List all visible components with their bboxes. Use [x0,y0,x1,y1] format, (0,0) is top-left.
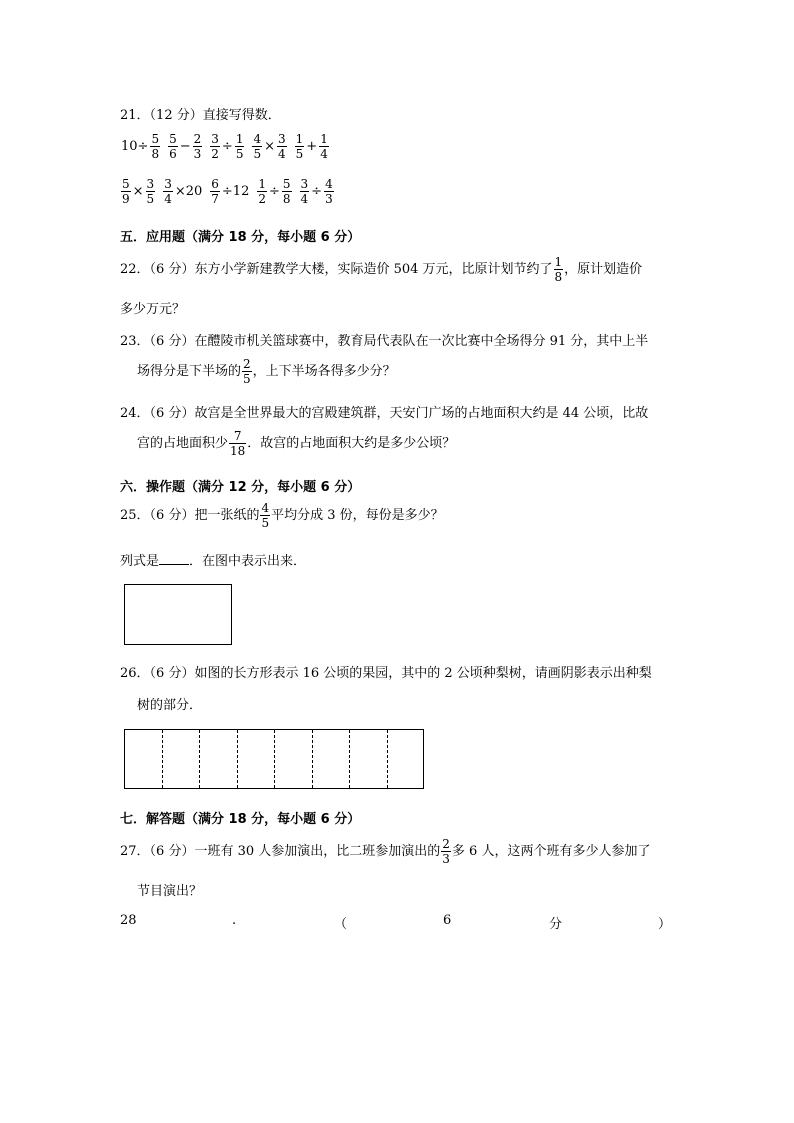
q22-line-1 [120,256,642,283]
fraction: $\frac{3}{5}$ [146,177,155,206]
q22-text-a: 22．（6 分）东方小学新建教学大楼，实际造价 504 万元，比原计划节约了 [120,262,553,277]
section-heading-7: 七．解答题（满分 18 分，每小题 6 分） [120,812,361,827]
operator: × [132,184,144,199]
q25-text-c2: ．在图中表示出来． [189,554,307,569]
operator: ÷ [221,139,233,154]
operator: ÷ [268,184,280,199]
fraction: $\frac{1}{5}$ [295,132,304,161]
q25-line-2 [120,550,306,569]
section-heading-6: 六．操作题（满分 12 分，每小题 6 分） [120,480,361,495]
q24-line-2 [137,430,455,457]
fraction: $\frac{5}{9}$ [122,177,130,206]
fraction: $\frac{3}{4}$ [300,177,309,206]
q23-text-c: ，上下半场各得多少分？ [252,364,396,379]
fraction: $\frac{6}{7}$ [211,177,219,206]
q24-text-c: ．故宫的占地面积大约是多少公顷？ [247,436,456,451]
q23-text-b: 场得分是下半场的 [137,364,242,379]
q21-row2-expr-3 [209,177,250,206]
q21-row2-expr-5 [299,177,335,206]
orchard-divider [349,730,350,788]
q25-text-b: 平均分成 3 份，每份是多少？ [271,508,444,523]
q24-text-b: 宫的占地面积少 [137,436,229,451]
q25-answer-blank[interactable] [159,552,189,565]
q27-line-2: 节目演出？ [137,884,203,899]
q21-row-1 [120,133,336,160]
q23-fraction: $\frac{2}{5}$ [243,357,251,386]
q21-row1-expr-5 [294,132,330,161]
q25-paper-rectangle[interactable] [124,584,232,645]
q26-line-2: 树的部分． [137,698,203,713]
q27-line-1 [120,838,650,865]
q26-line-1: 26．（6 分）如图的长方形表示 16 公顷的果园，其中的 2 公顷种梨树，请画阴影表示出种梨 [120,666,652,681]
fraction: $\frac{1}{2}$ [258,177,266,206]
orchard-divider [387,730,388,788]
q21-row1-expr-3 [209,132,245,161]
fraction: $\frac{5}{8}$ [282,177,291,206]
q22-text-b: ，原计划造价 [564,262,643,277]
orchard-divider [274,730,275,788]
q25-line-1 [120,502,444,529]
fraction: $\frac{3}{2}$ [211,132,219,161]
q21-row2-expr-4 [256,177,292,206]
q26-orchard-rectangle[interactable] [124,729,424,789]
q28-dot: . [232,913,237,928]
q23-line-1: 23．（6 分）在醴陵市机关篮球赛中，教育局代表队在一次比赛中全场得分 91 分，其中上半 [120,334,649,349]
orchard-divider [162,730,163,788]
q21-heading: 21．（12 分）直接写得数． [120,108,281,123]
operator: − [179,139,191,154]
fraction: $\frac{4}{3}$ [325,177,333,206]
prefix-text: 10÷ [121,139,149,154]
q28-unit: 分 [549,917,563,932]
q21-row1-expr-1 [120,132,161,161]
fraction: $\frac{3}{4}$ [278,132,286,161]
orchard-divider [199,730,200,788]
q21-row1-expr-2 [167,132,203,161]
q21-row1-expr-4 [251,132,287,161]
q27-text-b: 多 6 人，这两个班有多少人参加了 [451,844,651,859]
section-heading-5: 五．应用题（满分 18 分，每小题 6 分） [120,230,361,245]
q24-fraction: $\frac{7}{18}$ [230,429,246,458]
operator: ÷ [311,184,323,199]
q21-row-2 [120,178,341,205]
orchard-divider [312,730,313,788]
q25-text-a: 25．（6 分）把一张纸的 [120,508,260,523]
operator: + [306,139,318,154]
suffix-text: ×20 [174,184,203,199]
fraction: $\frac{3}{4}$ [164,177,172,206]
q28-right-paren: ） [658,917,672,932]
q25-text-c1: 列式是 [120,554,160,569]
q28-number: 28 [120,913,137,928]
fraction: $\frac{1}{4}$ [320,132,328,161]
orchard-divider [237,730,238,788]
q27-text-a: 27．（6 分）一班有 30 人参加演出，比二班参加演出的 [120,844,441,859]
q22-fraction: $\frac{1}{8}$ [554,255,563,284]
fraction: $\frac{5}{6}$ [169,132,177,161]
q21-row2-expr-1 [120,177,156,206]
q28-left-paren: （ [334,917,348,932]
fraction: $\frac{2}{3}$ [193,132,202,161]
suffix-text: ÷12 [221,184,250,199]
fraction: $\frac{5}{8}$ [151,132,160,161]
q27-fraction: $\frac{2}{3}$ [442,837,450,866]
q22-line-2: 多少万元？ [120,302,186,317]
fraction: $\frac{4}{5}$ [253,132,262,161]
q24-line-1: 24．（6 分）故宫是全世界最大的宫殿建筑群，天安门广场的占地面积大约是 44 公顷，比故 [120,406,649,421]
q23-line-2 [137,358,396,385]
q25-fraction: $\frac{4}{5}$ [261,501,270,530]
q21-row2-expr-2 [162,177,203,206]
operator: × [264,139,275,154]
fraction: $\frac{1}{5}$ [235,132,244,161]
q28-score: 6 [443,913,452,928]
